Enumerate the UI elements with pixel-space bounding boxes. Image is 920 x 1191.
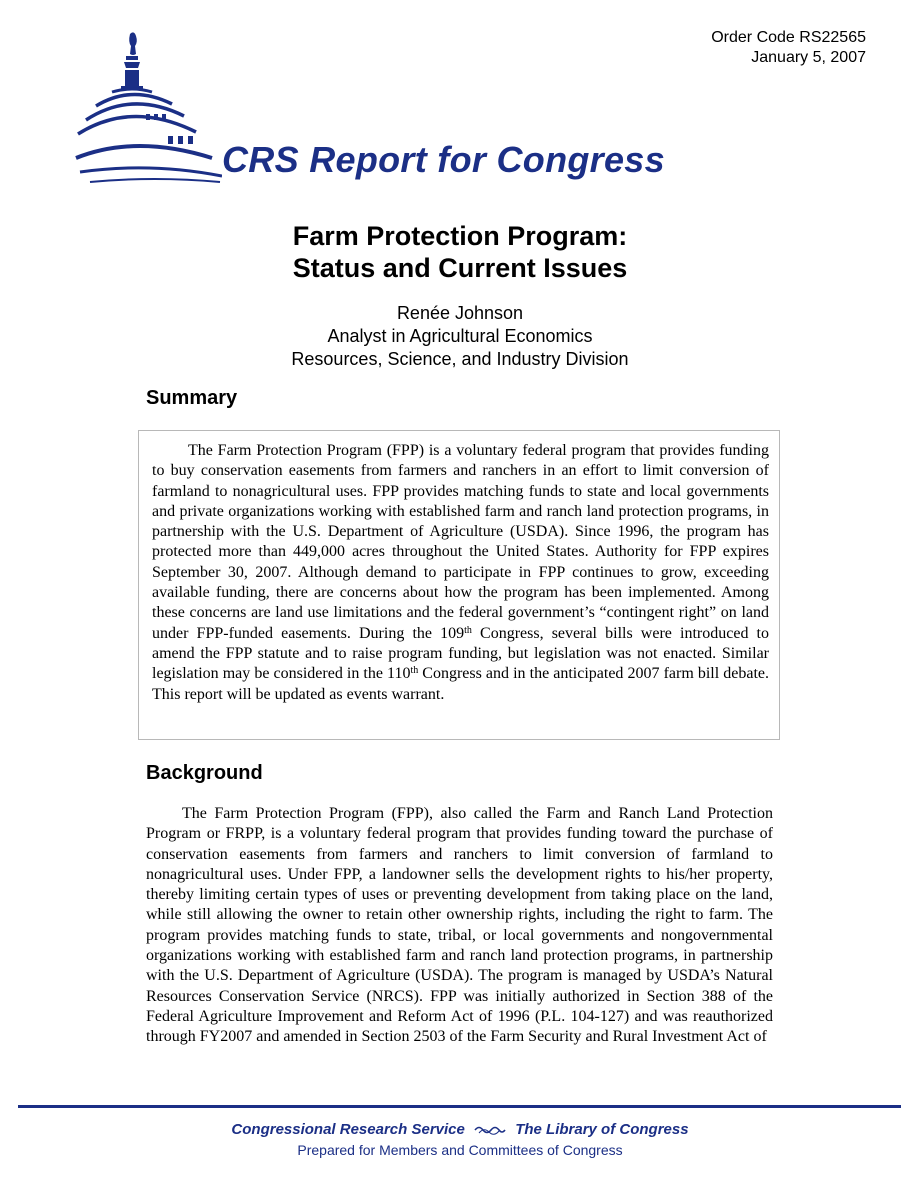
order-code-block (711, 28, 866, 68)
report-title: CRS Report for Congress (222, 139, 665, 180)
summary-text-part-c: Congress and in the anticipated 2007 farm bill debate. This report will be updated as events warrant. (152, 665, 770, 703)
scroll-ornament-icon (473, 1125, 507, 1135)
author-division: Resources, Science, and Industry Division (291, 349, 629, 369)
title-line-2: Status and Current Issues (292, 253, 628, 283)
summary-paragraph (152, 441, 769, 705)
footer (0, 1120, 920, 1160)
footer-library: The Library of Congress (515, 1121, 689, 1138)
background-paragraph: The Farm Protection Program (FPP), also called the Farm and Ranch Land Protection Program or FRPP, is a voluntary federal program that provides funding toward the purchase of conservation easements from farmers and ranchers to limit conversion of farmland to nonagricultural uses. Under FPP, a landowner sells the development rights to his/her property, thereby limiting certain types of uses or preventing development from taking place on the land, while still allowing the owner to retain other ownership rights, including the right to farm. The program provides matching funds to state, tribal, or local governments and nongovernmental organizations working with established farm and ranch land protection programs, in partnership with the U.S. Department of Agriculture (USDA). The program is managed by USDA’s Natural Resources Conservation Service (NRCS). FPP was initially authorized in Section 388 of the Federal Agriculture Improvement and Reform Act of 1996 (P.L. 104-127) and was reauthorized through FY2007 and amended in Section 2503 of the Farm Security and Rural Investment Act of (146, 805, 773, 1046)
footer-subtitle: Prepared for Members and Committees of Congress (297, 1142, 623, 1158)
author-block (0, 302, 920, 371)
summary-sup-109: th (464, 624, 472, 636)
footer-title (0, 1120, 920, 1140)
summary-text-part-b: Congress, several bills were introduced to amend the FPP statute and to raise program funding, but legislation was not enacted. Similar legislation may be considered in the 110 (152, 624, 770, 683)
footer-rule (18, 1105, 901, 1108)
title-line-1: Farm Protection Program: (292, 221, 628, 251)
author-name: Renée Johnson (396, 303, 524, 323)
summary-text-part-a: The Farm Protection Program (FPP) is a voluntary federal program that provides funding to buy conservation easements from farmers and ranchers in an effort to limit conversion of farmland to nonagricultural uses. FPP provides matching funds to state and local governments and private organizations working with established farm and ranch land protection programs, in partnership with the U.S. Department of Agriculture (USDA). Since 1996, the program has protected more than 449,000 acres throughout the United States. Authority for FPP expires September 30, 2007. Although demand to participate in FPP continues to grow, exceeding available funding, there are concerns about how the program has been implemented. Among these concerns are land use limitations and the federal government’s “contingent right” on land under FPP-funded easements. During the 109 (152, 442, 769, 642)
summary-sup-110: th (410, 665, 419, 677)
document-title (0, 220, 920, 284)
summary-heading: Summary (146, 387, 238, 409)
author-position: Analyst in Agricultural Economics (327, 326, 593, 346)
report-date: January 5, 2007 (751, 49, 866, 66)
order-code: Order Code RS22565 (711, 29, 866, 46)
background-heading: Background (146, 762, 263, 784)
footer-org: Congressional Research Service (231, 1121, 465, 1138)
capitol-dome-icon (72, 26, 222, 188)
